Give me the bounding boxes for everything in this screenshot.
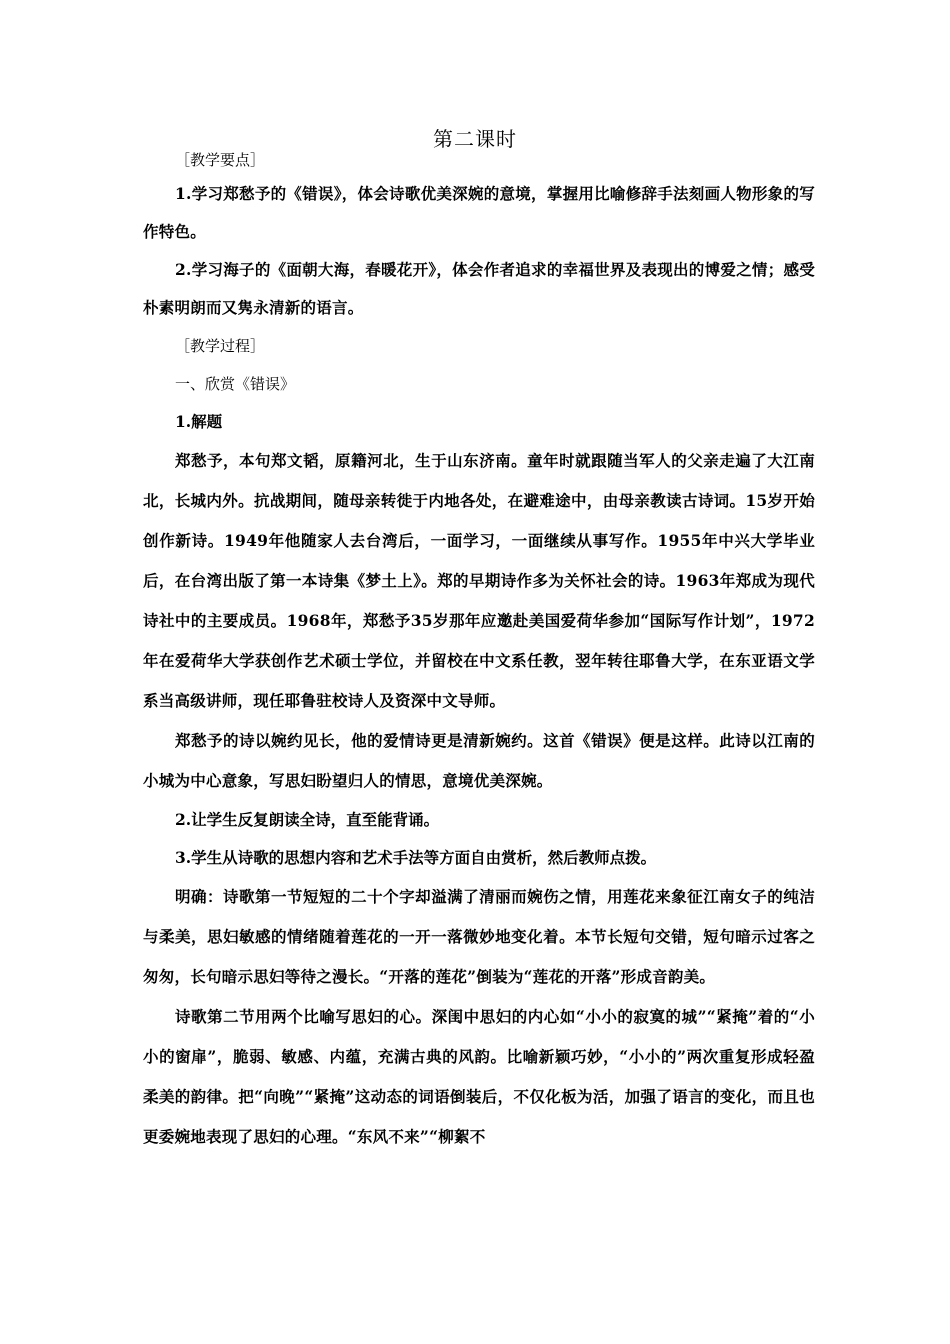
process-label: ［教学过程］	[175, 337, 266, 355]
document-body	[143, 146, 815, 1157]
key-point-1: 1.学习郑愁予的《错误》，体会诗歌优美深婉的意境，掌握用比喻修辞手法刻画人物形象的写作特色。	[143, 184, 815, 241]
bio-paragraph: 郑愁予，本句郑文韬，原籍河北，生于山东济南。童年时就跟随当军人的父亲走遍了大江南北，长城内外。抗战期间，随母亲转徙于内地各处，在避难途中，由母亲教读古诗词。15岁开始创作新诗。1949年他随家人去台湾后，一面学习，一面继续从事写作。1955年中兴大学毕业后，在台湾出版了第一本诗集《梦土上》。郑的早期诗作多为关怀社会的诗。1963年郑成为现代诗社中的主要成员。1968年，郑愁予35岁那年应邀赴美国爱荷华参加“国际写作计划”，1972年在爱荷华大学获创作艺术硕士学位，并留校在中文系任教，翌年转往耶鲁大学，在东亚语文学系当高级讲师，现任耶鲁驻校诗人及资深中文导师。	[143, 451, 815, 710]
key-point-2: 2.学习海子的《面朝大海，春暖花开》，体会作者追求的幸福世界及表现出的博爱之情；感受朴素明朗而又隽永清新的语言。	[143, 260, 815, 317]
part-one-heading: 一、欣赏《错误》	[175, 375, 296, 393]
page-title: 第二课时	[433, 127, 517, 151]
step-1-heading: 1.解题	[175, 412, 223, 431]
analysis-paragraph-2: 诗歌第二节用两个比喻写思妇的心。深闺中思妇的内心如“小小的寂寞的城”“紧掩”着的“小小的窗扉”，脆弱、敏感、内蕴，充满古典的风韵。比喻新颖巧妙，“小小的”两次重复形成轻盈柔美的韵律。把“向晚”“紧掩”这动态的词语倒装后，不仅化板为活，加强了语言的变化，而且也更委婉地表现了思妇的心理。“东风不来”“柳絮不	[143, 1007, 815, 1146]
style-paragraph: 郑愁予的诗以婉约见长，他的爱情诗更是清新婉约。这首《错误》便是这样。此诗以江南的小城为中心意象，写思妇盼望归人的情思，意境优美深婉。	[143, 731, 815, 790]
step-3-text: 3.学生从诗歌的思想内容和艺术手法等方面自由赏析，然后教师点拨。	[175, 848, 657, 867]
key-points-label: ［教学要点］	[175, 151, 266, 169]
step-2-text: 2.让学生反复朗读全诗，直至能背诵。	[175, 810, 440, 829]
analysis-paragraph-1: 明确：诗歌第一节短短的二十个字却溢满了清丽而婉伤之情，用莲花来象征江南女子的纯洁与柔美，思妇敏感的情绪随着莲花的一开一落微妙地变化着。本节长短句交错，短句暗示过客之匆匆，长句暗示思妇等待之漫长。“开落的莲花”倒装为“莲花的开落”形成音韵美。	[143, 887, 815, 986]
